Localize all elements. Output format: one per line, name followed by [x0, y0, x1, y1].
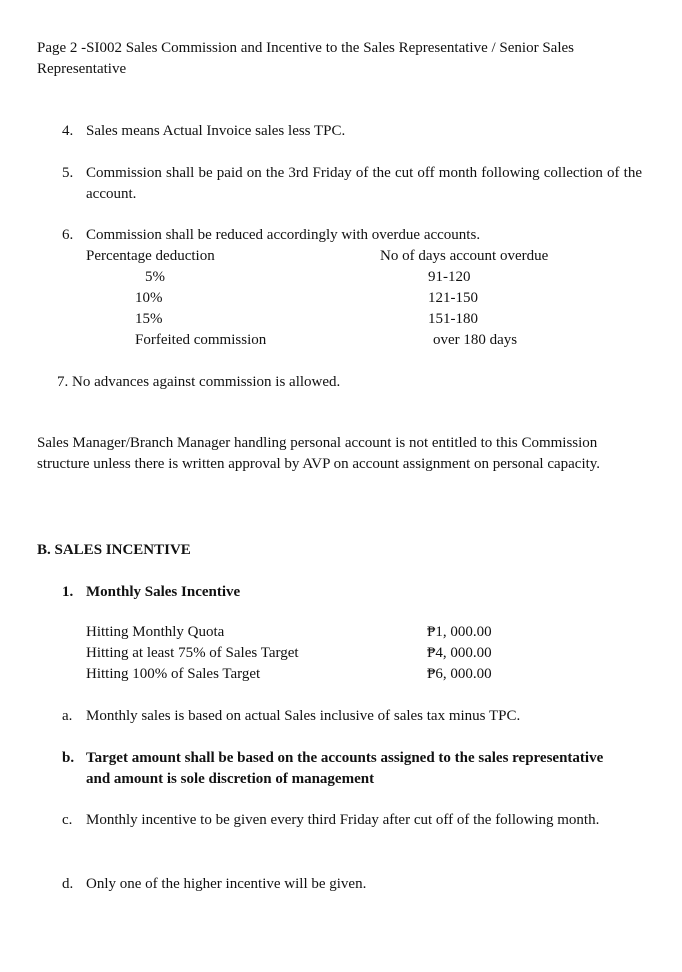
- section-b-title: B. SALES INCENTIVE: [37, 542, 191, 558]
- list-letter: a.: [62, 708, 73, 724]
- list-text: Target amount shall be based on the accounts assigned to the sales representative and amount is sole discretion of management: [86, 750, 604, 787]
- note-d: [62, 874, 642, 895]
- table-cell: 151-180: [428, 311, 478, 327]
- list-letter: b.: [62, 750, 75, 766]
- list-letter: d.: [62, 876, 74, 892]
- list-text: Commission shall be paid on the 3rd Friday of the cut off month following collection of the account.: [86, 165, 642, 202]
- sub-heading-text: Monthly Sales Incentive: [86, 584, 241, 600]
- page-header: Page 2 -SI002 Sales Commission and Incentive to the Sales Representative / Senior Sales Representative: [37, 40, 574, 77]
- list-text: Monthly incentive to be given every third Friday after cut off of the following month.: [86, 812, 600, 828]
- table-cell: Hitting Monthly Quota: [86, 624, 225, 640]
- table-header: Percentage deduction: [86, 248, 215, 264]
- table-cell: 121-150: [428, 290, 478, 306]
- table-cell: Hitting at least 75% of Sales Target: [86, 645, 299, 661]
- table-cell: 15%: [135, 311, 163, 327]
- manager-note: Sales Manager/Branch Manager handling personal account is not entitled to this Commission structure unless there is written approval by AVP on account assignment on personal capacity.: [37, 435, 601, 472]
- list-text: Only one of the higher incentive will be given.: [86, 876, 367, 892]
- table-cell: ₱6, 000.00: [427, 666, 492, 682]
- note-a: [62, 706, 642, 727]
- list-text: No advances against commission is allowed.: [72, 374, 341, 390]
- table-cell: Forfeited commission: [135, 332, 267, 348]
- list-text: Sales means Actual Invoice sales less TPC.: [86, 123, 346, 139]
- list-number: 7.: [57, 374, 69, 390]
- table-cell: 5%: [145, 269, 165, 285]
- list-number: 5.: [62, 165, 74, 181]
- list-number: 1.: [62, 584, 74, 600]
- note-c: [62, 810, 642, 831]
- list-text: Commission shall be reduced accordingly with overdue accounts.: [86, 227, 481, 243]
- list-text: Monthly sales is based on actual Sales inclusive of sales tax minus TPC.: [86, 708, 521, 724]
- table-cell: over 180 days: [433, 332, 518, 348]
- table-cell: ₱4, 000.00: [427, 645, 492, 661]
- table-cell: Hitting 100% of Sales Target: [86, 666, 261, 682]
- table-cell: ₱1, 000.00: [427, 624, 492, 640]
- table-cell: 91-120: [428, 269, 471, 285]
- table-cell: 10%: [135, 290, 163, 306]
- table-header: No of days account overdue: [380, 248, 549, 264]
- list-number: 4.: [62, 123, 74, 139]
- list-letter: c.: [62, 812, 73, 828]
- note-b: [62, 748, 642, 790]
- list-number: 6.: [62, 227, 74, 243]
